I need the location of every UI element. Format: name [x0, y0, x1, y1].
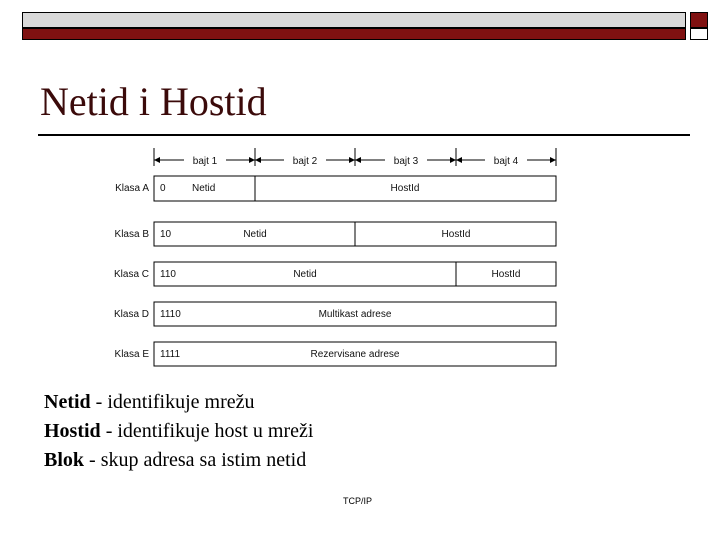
class-row-d	[114, 302, 556, 326]
netid-field: Netid	[192, 183, 216, 194]
class-row-b	[115, 222, 556, 246]
netid-field: Netid	[243, 229, 267, 240]
class-prefix: 1111	[160, 349, 181, 360]
definition-text: - identifikuje mrežu	[90, 391, 255, 413]
class-label: Klasa C	[113, 269, 149, 280]
definition-item	[44, 388, 313, 417]
byte-label: bajt 4	[493, 156, 519, 167]
multicast-field: Multikast adrese	[318, 309, 392, 320]
class-label: Klasa E	[114, 349, 149, 360]
hostid-field: HostId	[441, 229, 471, 240]
byte-label: bajt 3	[393, 156, 419, 167]
class-row-a	[115, 176, 556, 201]
slide-footer: TCP/IP	[343, 496, 373, 506]
class-label: Klasa B	[114, 229, 149, 240]
class-prefix: 110	[160, 269, 176, 280]
definition-item	[44, 417, 313, 446]
class-label: Klasa A	[115, 183, 149, 194]
class-row-e	[115, 342, 556, 366]
byte-header	[154, 148, 556, 167]
class-prefix: 1110	[160, 309, 181, 320]
definitions-list	[44, 388, 313, 475]
definition-text: - skup adresa sa istim netid	[84, 449, 307, 471]
definition-term: Netid	[44, 391, 91, 413]
hostid-field: HostId	[390, 183, 420, 194]
definition-term: Hostid	[44, 420, 101, 442]
class-label: Klasa D	[113, 309, 149, 320]
class-row-c	[114, 262, 556, 286]
definition-term: Blok	[44, 449, 85, 471]
slide-title: Netid i Hostid	[40, 79, 267, 124]
reserved-field: Rezervisane adrese	[310, 349, 400, 360]
byte-label: bajt 2	[292, 156, 318, 167]
class-prefix: 0	[160, 183, 166, 194]
definition-text: - identifikuje host u mreži	[100, 420, 314, 442]
class-prefix: 10	[160, 229, 172, 240]
netid-field: Netid	[293, 269, 317, 280]
hostid-field: HostId	[491, 269, 521, 280]
definition-item	[44, 446, 313, 475]
byte-label: bajt 1	[192, 156, 218, 167]
